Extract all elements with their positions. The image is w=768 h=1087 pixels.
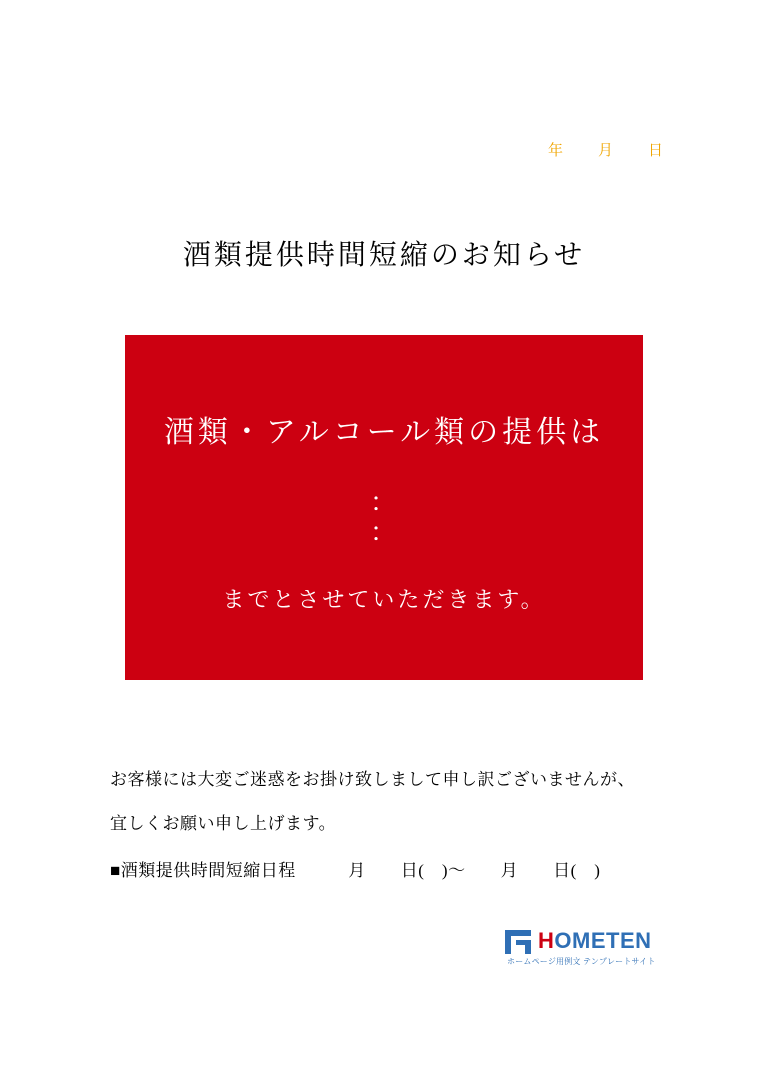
- logo-wordmark: [538, 928, 652, 954]
- notice-box: [125, 335, 643, 680]
- body-paragraphs: [110, 758, 670, 846]
- body-paragraph-1: お客様には大変ご迷惑をお掛け致しまして申し訳ございませんが、: [110, 770, 635, 789]
- notice-time-colon-2: ：: [369, 518, 398, 547]
- date-line: [548, 139, 664, 160]
- date-month-label: 月: [597, 143, 614, 159]
- notice-headline: 酒類・アルコール類の提供は: [163, 416, 605, 449]
- notice-time-placeholder: [125, 485, 643, 545]
- logo-tagline: ホームページ用例文 テンプレートサイト: [507, 957, 656, 966]
- footer-logo: [505, 928, 665, 978]
- date-year-label: 年: [547, 143, 564, 159]
- hometen-logo-icon: [505, 930, 533, 954]
- body-paragraph-2: 宜しくお願い申し上げます。: [110, 814, 337, 833]
- logo-wordmark-accent: H: [538, 928, 555, 953]
- page-title: 酒類提供時間短縮のお知らせ: [182, 240, 586, 271]
- date-day-label: 日: [647, 143, 664, 159]
- schedule-line: ■酒類提供時間短縮日程 月 日( )〜 月 日( ): [110, 861, 601, 880]
- notice-subline: までとさせていただきます。: [222, 587, 546, 612]
- logo-wordmark-rest: OMETEN: [554, 928, 652, 953]
- notice-time-colon-1: ：: [369, 488, 398, 517]
- notice-box-inner: [125, 335, 643, 680]
